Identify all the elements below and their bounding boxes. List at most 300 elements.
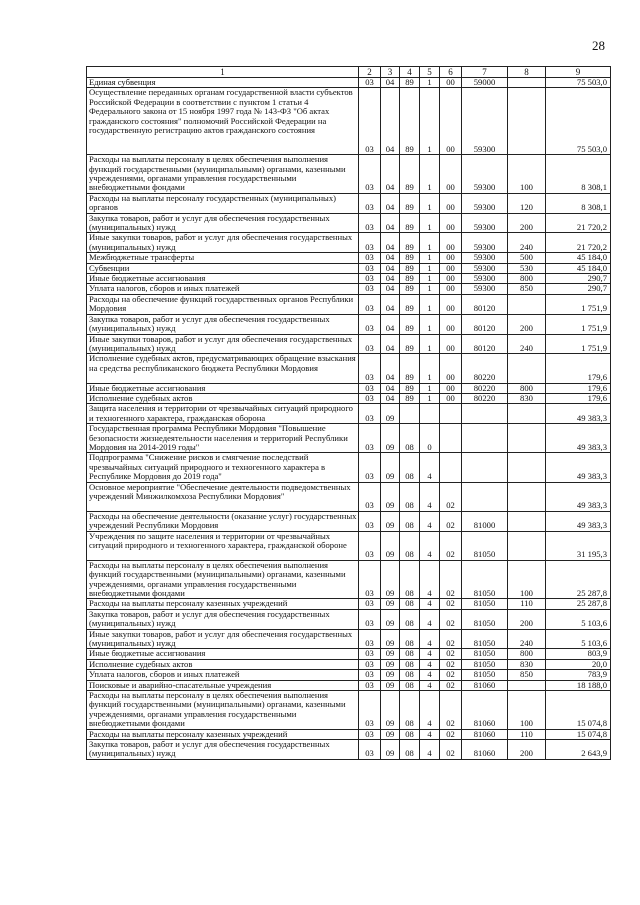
program-code-cell: 89 (400, 155, 420, 194)
subprogram-code-cell: 1 (420, 88, 440, 155)
program-code-cell: 89 (400, 294, 420, 314)
subprogram-code-cell: 1 (420, 354, 440, 383)
row-name-cell: Иные бюджетные ассигнования (87, 383, 359, 393)
program-code-cell: 08 (400, 740, 420, 760)
subsection-code-cell: 04 (381, 233, 400, 253)
table-row (87, 729, 611, 739)
direction-code-cell (462, 404, 508, 424)
direction-code-cell: 81050 (462, 649, 508, 659)
program-code-cell: 08 (400, 680, 420, 690)
section-code-cell: 03 (359, 629, 381, 649)
program-code-cell: 89 (400, 193, 420, 213)
direction-code-cell: 59300 (462, 155, 508, 194)
row-name-cell: Расходы на обеспечение деятельности (оказание услуг) государственных учреждений Республики Мордовия (87, 511, 359, 531)
amount-cell: 290,7 (546, 274, 611, 284)
expense-type-cell (508, 424, 546, 453)
section-code-cell: 03 (359, 740, 381, 760)
activity-code-cell: 02 (440, 560, 462, 599)
program-code-cell: 08 (400, 670, 420, 680)
program-code-cell: 08 (400, 659, 420, 669)
subprogram-code-cell: 4 (420, 649, 440, 659)
table-row (87, 383, 611, 393)
subprogram-code-cell: 1 (420, 155, 440, 194)
subprogram-code-cell: 4 (420, 680, 440, 690)
subsection-code-cell: 09 (381, 629, 400, 649)
activity-code-cell: 00 (440, 263, 462, 273)
subprogram-code-cell: 4 (420, 670, 440, 680)
expense-type-cell: 830 (508, 659, 546, 669)
header-cell: 3 (381, 67, 400, 78)
activity-code-cell: 00 (440, 233, 462, 253)
program-code-cell: 08 (400, 599, 420, 609)
row-name-cell: Основное мероприятие "Обеспечение деятельности подведомственных учреждений Минжилкомхоза Республики Мордовия" (87, 482, 359, 511)
section-code-cell: 03 (359, 453, 381, 482)
table-row (87, 609, 611, 629)
table-header-row (87, 67, 611, 78)
direction-code-cell (462, 424, 508, 453)
row-name-cell: Расходы на выплаты персоналу казенных учреждений (87, 599, 359, 609)
table-row (87, 599, 611, 609)
program-code-cell: 89 (400, 284, 420, 294)
subprogram-code-cell: 1 (420, 383, 440, 393)
amount-cell: 49 383,3 (546, 453, 611, 482)
table-row (87, 560, 611, 599)
subsection-code-cell: 04 (381, 393, 400, 403)
row-name-cell: Поисковые и аварийно-спасательные учреждения (87, 680, 359, 690)
direction-code-cell: 81050 (462, 609, 508, 629)
subsection-code-cell: 09 (381, 453, 400, 482)
table-row (87, 659, 611, 669)
subprogram-code-cell: 4 (420, 729, 440, 739)
section-code-cell: 03 (359, 334, 381, 354)
header-cell: 2 (359, 67, 381, 78)
table-row (87, 354, 611, 383)
expense-type-cell: 800 (508, 649, 546, 659)
direction-code-cell: 59300 (462, 233, 508, 253)
activity-code-cell: 00 (440, 354, 462, 383)
subsection-code-cell: 09 (381, 560, 400, 599)
row-name-cell: Единая субвенция (87, 78, 359, 88)
direction-code-cell: 59300 (462, 253, 508, 263)
amount-cell: 5 103,6 (546, 609, 611, 629)
row-name-cell: Закупка товаров, работ и услуг для обеспечения государственных (муниципальных) нужд (87, 609, 359, 629)
expense-type-cell: 850 (508, 670, 546, 680)
activity-code-cell: 02 (440, 609, 462, 629)
table-row (87, 253, 611, 263)
amount-cell: 2 643,9 (546, 740, 611, 760)
row-name-cell: Расходы на обеспечение функций государственных органов Республики Мордовия (87, 294, 359, 314)
direction-code-cell: 81000 (462, 511, 508, 531)
budget-table (86, 66, 610, 760)
direction-code-cell: 59300 (462, 193, 508, 213)
program-code-cell: 08 (400, 729, 420, 739)
expense-type-cell (508, 78, 546, 88)
table-row (87, 294, 611, 314)
subsection-code-cell: 04 (381, 334, 400, 354)
direction-code-cell: 59300 (462, 88, 508, 155)
subsection-code-cell: 09 (381, 691, 400, 730)
direction-code-cell (462, 482, 508, 511)
amount-cell: 15 074,8 (546, 729, 611, 739)
subprogram-code-cell: 1 (420, 213, 440, 233)
section-code-cell: 03 (359, 383, 381, 393)
row-name-cell: Расходы на выплаты персоналу в целях обеспечения выполнения функций государственными (муниципальными) органами, казенными учреждениями, органами управления государственными внебюджетными фондами (87, 155, 359, 194)
row-name-cell: Расходы на выплаты персоналу в целях обеспечения выполнения функций государственными (муниципальными) органами, казенными учреждениями, органами управления государственными внебюджетными фондами (87, 691, 359, 730)
direction-code-cell: 80120 (462, 294, 508, 314)
activity-code-cell: 00 (440, 393, 462, 403)
table-row (87, 393, 611, 403)
activity-code-cell: 00 (440, 314, 462, 334)
section-code-cell: 03 (359, 314, 381, 334)
row-name-cell: Уплата налогов, сборов и иных платежей (87, 284, 359, 294)
expense-type-cell: 110 (508, 599, 546, 609)
amount-cell: 75 503,0 (546, 78, 611, 88)
row-name-cell: Уплата налогов, сборов и иных платежей (87, 670, 359, 680)
activity-code-cell (440, 404, 462, 424)
amount-cell: 8 308,1 (546, 193, 611, 213)
section-code-cell: 03 (359, 424, 381, 453)
row-name-cell: Исполнение судебных актов (87, 659, 359, 669)
activity-code-cell: 02 (440, 511, 462, 531)
program-code-cell: 89 (400, 253, 420, 263)
amount-cell: 1 751,9 (546, 314, 611, 334)
table-row (87, 334, 611, 354)
row-name-cell: Закупка товаров, работ и услуг для обеспечения государственных (муниципальных) нужд (87, 740, 359, 760)
subsection-code-cell: 09 (381, 609, 400, 629)
program-code-cell: 08 (400, 531, 420, 560)
subsection-code-cell: 09 (381, 424, 400, 453)
table-row (87, 193, 611, 213)
amount-cell: 1 751,9 (546, 334, 611, 354)
subprogram-code-cell: 4 (420, 629, 440, 649)
activity-code-cell: 00 (440, 213, 462, 233)
subprogram-code-cell: 4 (420, 511, 440, 531)
amount-cell: 20,0 (546, 659, 611, 669)
section-code-cell: 03 (359, 233, 381, 253)
expense-type-cell (508, 511, 546, 531)
section-code-cell: 03 (359, 193, 381, 213)
program-code-cell: 89 (400, 383, 420, 393)
activity-code-cell: 00 (440, 253, 462, 263)
row-name-cell: Исполнение судебных актов (87, 393, 359, 403)
section-code-cell: 03 (359, 691, 381, 730)
amount-cell: 25 287,8 (546, 560, 611, 599)
subsection-code-cell: 09 (381, 680, 400, 690)
expense-type-cell (508, 453, 546, 482)
activity-code-cell: 02 (440, 659, 462, 669)
margin-mark: . (86, 60, 88, 69)
expense-type-cell: 100 (508, 560, 546, 599)
subprogram-code-cell: 4 (420, 740, 440, 760)
subprogram-code-cell: 1 (420, 233, 440, 253)
amount-cell: 49 383,3 (546, 404, 611, 424)
row-name-cell: Расходы на выплаты персоналу в целях обеспечения выполнения функций государственными (муниципальными) органами, казенными учреждениями, органами управления государственными внебюджетными фондами (87, 560, 359, 599)
section-code-cell: 03 (359, 294, 381, 314)
activity-code-cell: 00 (440, 155, 462, 194)
program-code-cell: 89 (400, 274, 420, 284)
section-code-cell: 03 (359, 155, 381, 194)
activity-code-cell: 02 (440, 670, 462, 680)
subsection-code-cell: 04 (381, 213, 400, 233)
row-name-cell: Субвенции (87, 263, 359, 273)
page-number: 28 (592, 38, 605, 53)
program-code-cell: 89 (400, 263, 420, 273)
expense-type-cell (508, 531, 546, 560)
subsection-code-cell: 09 (381, 729, 400, 739)
program-code-cell: 08 (400, 453, 420, 482)
direction-code-cell: 80220 (462, 393, 508, 403)
subsection-code-cell: 09 (381, 740, 400, 760)
header-cell: 6 (440, 67, 462, 78)
activity-code-cell: 00 (440, 334, 462, 354)
section-code-cell: 03 (359, 78, 381, 88)
activity-code-cell: 02 (440, 729, 462, 739)
activity-code-cell: 02 (440, 599, 462, 609)
table-row (87, 213, 611, 233)
table-row (87, 649, 611, 659)
row-name-cell: Расходы на выплаты персоналу государственных (муниципальных) органов (87, 193, 359, 213)
amount-cell: 45 184,0 (546, 253, 611, 263)
amount-cell: 15 074,8 (546, 691, 611, 730)
subsection-code-cell: 04 (381, 78, 400, 88)
expense-type-cell: 200 (508, 740, 546, 760)
table-row (87, 629, 611, 649)
activity-code-cell (440, 424, 462, 453)
expense-type-cell (508, 680, 546, 690)
program-code-cell: 08 (400, 691, 420, 730)
row-name-cell: Исполнение судебных актов, предусматривающих обращение взыскания на средства республиканского бюджета Республики Мордовия (87, 354, 359, 383)
subsection-code-cell: 09 (381, 649, 400, 659)
amount-cell: 21 720,2 (546, 213, 611, 233)
subsection-code-cell: 04 (381, 263, 400, 273)
table-row (87, 88, 611, 155)
row-name-cell: Расходы на выплаты персоналу казенных учреждений (87, 729, 359, 739)
table-row (87, 740, 611, 760)
amount-cell: 25 287,8 (546, 599, 611, 609)
section-code-cell: 03 (359, 354, 381, 383)
expense-type-cell (508, 294, 546, 314)
table-row (87, 424, 611, 453)
expense-type-cell (508, 88, 546, 155)
table-row (87, 263, 611, 273)
expense-type-cell: 500 (508, 253, 546, 263)
amount-cell: 31 195,3 (546, 531, 611, 560)
row-name-cell: Иные бюджетные ассигнования (87, 649, 359, 659)
expense-type-cell: 100 (508, 691, 546, 730)
expense-type-cell: 100 (508, 155, 546, 194)
program-code-cell: 08 (400, 482, 420, 511)
table-row (87, 233, 611, 253)
subsection-code-cell: 09 (381, 511, 400, 531)
direction-code-cell: 59300 (462, 284, 508, 294)
section-code-cell: 03 (359, 649, 381, 659)
activity-code-cell: 02 (440, 680, 462, 690)
section-code-cell: 03 (359, 213, 381, 233)
row-name-cell: Учреждения по защите населения и территории от чрезвычайных ситуаций природного и техногенного характера, гражданской обороне (87, 531, 359, 560)
table-row (87, 284, 611, 294)
expense-type-cell: 120 (508, 193, 546, 213)
expense-type-cell: 240 (508, 233, 546, 253)
program-code-cell: 89 (400, 78, 420, 88)
section-code-cell: 03 (359, 284, 381, 294)
direction-code-cell: 59300 (462, 213, 508, 233)
subsection-code-cell: 04 (381, 383, 400, 393)
subprogram-code-cell: 1 (420, 78, 440, 88)
table-row (87, 453, 611, 482)
section-code-cell: 03 (359, 659, 381, 669)
activity-code-cell: 00 (440, 193, 462, 213)
header-cell: 8 (508, 67, 546, 78)
program-code-cell: 89 (400, 334, 420, 354)
row-name-cell: Иные бюджетные ассигнования (87, 274, 359, 284)
activity-code-cell: 00 (440, 78, 462, 88)
subprogram-code-cell: 4 (420, 659, 440, 669)
subsection-code-cell: 04 (381, 155, 400, 194)
row-name-cell: Иные закупки товаров, работ и услуг для обеспечения государственных (муниципальных) нужд (87, 629, 359, 649)
header-cell: 9 (546, 67, 611, 78)
subprogram-code-cell: 4 (420, 453, 440, 482)
amount-cell: 49 383,3 (546, 511, 611, 531)
header-cell: 1 (87, 67, 359, 78)
row-name-cell: Иные закупки товаров, работ и услуг для обеспечения государственных (муниципальных) нужд (87, 233, 359, 253)
subsection-code-cell: 04 (381, 253, 400, 263)
table-row (87, 680, 611, 690)
direction-code-cell: 81050 (462, 670, 508, 680)
subsection-code-cell: 04 (381, 193, 400, 213)
activity-code-cell: 00 (440, 274, 462, 284)
row-name-cell: Защита населения и территории от чрезвычайных ситуаций природного и техногенного характера, гражданская оборона (87, 404, 359, 424)
activity-code-cell: 02 (440, 649, 462, 659)
subprogram-code-cell: 1 (420, 294, 440, 314)
subsection-code-cell: 09 (381, 599, 400, 609)
expense-type-cell (508, 482, 546, 511)
amount-cell: 290,7 (546, 284, 611, 294)
subprogram-code-cell: 4 (420, 531, 440, 560)
expense-type-cell (508, 354, 546, 383)
expense-type-cell: 800 (508, 274, 546, 284)
section-code-cell: 03 (359, 609, 381, 629)
amount-cell: 18 188,0 (546, 680, 611, 690)
row-name-cell: Иные закупки товаров, работ и услуг для обеспечения государственных (муниципальных) нужд (87, 334, 359, 354)
program-code-cell: 08 (400, 511, 420, 531)
amount-cell: 45 184,0 (546, 263, 611, 273)
table-row (87, 511, 611, 531)
expense-type-cell: 200 (508, 314, 546, 334)
program-code-cell: 89 (400, 88, 420, 155)
header-cell: 7 (462, 67, 508, 78)
activity-code-cell: 00 (440, 284, 462, 294)
direction-code-cell: 81050 (462, 629, 508, 649)
activity-code-cell: 02 (440, 531, 462, 560)
header-cell: 5 (420, 67, 440, 78)
direction-code-cell: 81050 (462, 599, 508, 609)
program-code-cell: 08 (400, 609, 420, 629)
table-row (87, 314, 611, 334)
section-code-cell: 03 (359, 599, 381, 609)
row-name-cell: Подпрограмма "Снижение рисков и смягчение последствий чрезвычайных ситуаций природного и техногенного характера в Республике Мордовия до 2019 года" (87, 453, 359, 482)
expense-type-cell: 200 (508, 213, 546, 233)
program-code-cell: 08 (400, 560, 420, 599)
section-code-cell: 03 (359, 253, 381, 263)
amount-cell: 8 308,1 (546, 155, 611, 194)
direction-code-cell: 81050 (462, 560, 508, 599)
amount-cell: 803,9 (546, 649, 611, 659)
amount-cell: 783,9 (546, 670, 611, 680)
section-code-cell: 03 (359, 404, 381, 424)
program-code-cell: 08 (400, 629, 420, 649)
direction-code-cell: 80120 (462, 334, 508, 354)
header-cell: 4 (400, 67, 420, 78)
subsection-code-cell: 09 (381, 404, 400, 424)
section-code-cell: 03 (359, 393, 381, 403)
subprogram-code-cell (420, 404, 440, 424)
direction-code-cell: 81050 (462, 531, 508, 560)
row-name-cell: Закупка товаров, работ и услуг для обеспечения государственных (муниципальных) нужд (87, 314, 359, 334)
amount-cell: 179,6 (546, 383, 611, 393)
program-code-cell: 89 (400, 233, 420, 253)
table-row (87, 155, 611, 194)
subprogram-code-cell: 1 (420, 274, 440, 284)
subprogram-code-cell: 0 (420, 424, 440, 453)
activity-code-cell: 00 (440, 294, 462, 314)
program-code-cell: 89 (400, 314, 420, 334)
subprogram-code-cell: 1 (420, 263, 440, 273)
amount-cell: 49 383,3 (546, 424, 611, 453)
program-code-cell: 08 (400, 649, 420, 659)
table-row (87, 274, 611, 284)
subsection-code-cell: 04 (381, 354, 400, 383)
direction-code-cell: 81060 (462, 740, 508, 760)
expense-type-cell: 800 (508, 383, 546, 393)
section-code-cell: 03 (359, 482, 381, 511)
section-code-cell: 03 (359, 560, 381, 599)
direction-code-cell: 59000 (462, 78, 508, 88)
program-code-cell (400, 404, 420, 424)
expense-type-cell: 240 (508, 334, 546, 354)
direction-code-cell: 80220 (462, 354, 508, 383)
section-code-cell: 03 (359, 670, 381, 680)
subprogram-code-cell: 1 (420, 193, 440, 213)
direction-code-cell: 59300 (462, 263, 508, 273)
row-name-cell: Осуществление переданных органам государственной власти субъектов Российской Федерации в соответствии с пунктом 1 статьи 4 Федерального закона от 15 ноября 1997 года № 143-ФЗ "Об актах гражданского состояния" полномочий Российской Федерации на государственную регистрацию актов гражданского состояния (87, 88, 359, 155)
activity-code-cell: 00 (440, 383, 462, 393)
subsection-code-cell: 04 (381, 274, 400, 284)
program-code-cell: 89 (400, 213, 420, 233)
amount-cell: 5 103,6 (546, 629, 611, 649)
expense-type-cell: 240 (508, 629, 546, 649)
row-name-cell: Межбюджетные трансферты (87, 253, 359, 263)
amount-cell: 75 503,0 (546, 88, 611, 155)
activity-code-cell: 02 (440, 482, 462, 511)
amount-cell: 179,6 (546, 354, 611, 383)
table-row (87, 404, 611, 424)
program-code-cell: 89 (400, 393, 420, 403)
section-code-cell: 03 (359, 729, 381, 739)
section-code-cell: 03 (359, 263, 381, 273)
subprogram-code-cell: 4 (420, 560, 440, 599)
direction-code-cell: 80120 (462, 314, 508, 334)
expense-type-cell: 830 (508, 393, 546, 403)
subprogram-code-cell: 1 (420, 393, 440, 403)
activity-code-cell: 02 (440, 740, 462, 760)
subsection-code-cell: 04 (381, 88, 400, 155)
subprogram-code-cell: 4 (420, 482, 440, 511)
subsection-code-cell: 09 (381, 659, 400, 669)
subsection-code-cell: 09 (381, 670, 400, 680)
row-name-cell: Закупка товаров, работ и услуг для обеспечения государственных (муниципальных) нужд (87, 213, 359, 233)
subsection-code-cell: 09 (381, 531, 400, 560)
subprogram-code-cell: 1 (420, 314, 440, 334)
